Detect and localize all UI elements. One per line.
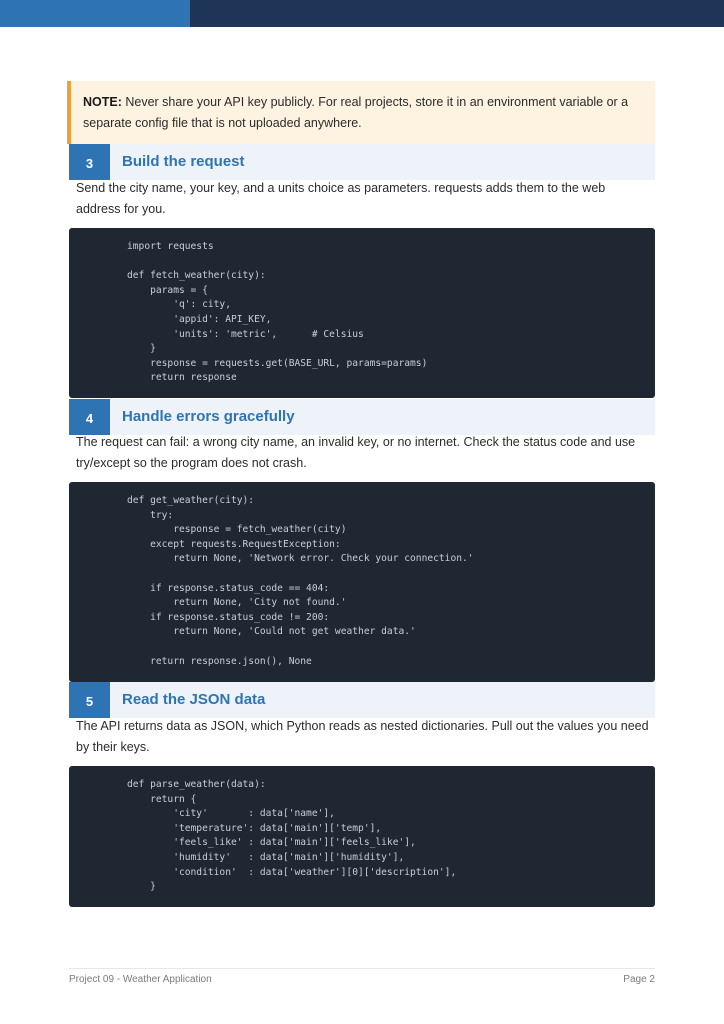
step-3-description: Send the city name, your key, and a units choice as parameters. requests adds them to the web address for you. [76,181,606,216]
page-header-bar [0,0,724,27]
step-4-header [69,399,655,435]
note-callout [67,81,655,144]
step-title: Handle errors gracefully [122,408,295,425]
step-number-badge: 5 [69,682,110,718]
step-title: Build the request [122,153,245,170]
note-text: Never share your API key publicly. For real projects, store it in an environment variable or a separate config file that is not uploaded anywhere. [83,95,629,130]
footer-project-title: Project 09 - Weather Application [69,974,212,985]
step-4-description: The request can fail: a wrong city name, an invalid key, or no internet. Check the status code and use try/except so the program does not crash. [76,435,636,470]
header-accent [0,0,190,27]
step-5-header [69,682,655,718]
step-3-code-block: import requests def fetch_weather(city): params = { 'q': city, 'appid': API_KEY, 'units': 'metric', # Celsius } response = requests.get(BASE_URL, params=params) return response [69,228,655,398]
step-5-code-block: def parse_weather(data): return { 'city' : data['name'], 'temperature': data['main']['temp'], 'feels_like' : data['main']['feels_like'], 'humidity' : data['main']['humidity'], 'condition' : data['weather'][0]['description'], } [69,766,655,907]
step-3-header [69,144,655,180]
step-4-code-block: def get_weather(city): try: response = fetch_weather(city) except requests.RequestException: return None, 'Network error. Check your connection.' if response.status_code == 404: return None, 'City not found.' if response.status_code != 200: return None, 'Could not get weather data.' return response.json(), None [69,482,655,682]
step-title: Read the JSON data [122,691,266,708]
step-5-description: The API returns data as JSON, which Python reads as nested dictionaries. Pull out the values you need by their keys. [76,719,649,754]
footer-page-number: Page 2 [623,974,655,985]
note-label: NOTE: [83,95,122,109]
step-number-badge: 4 [69,399,110,435]
step-number-badge: 3 [69,144,110,180]
footer-divider [69,968,655,969]
